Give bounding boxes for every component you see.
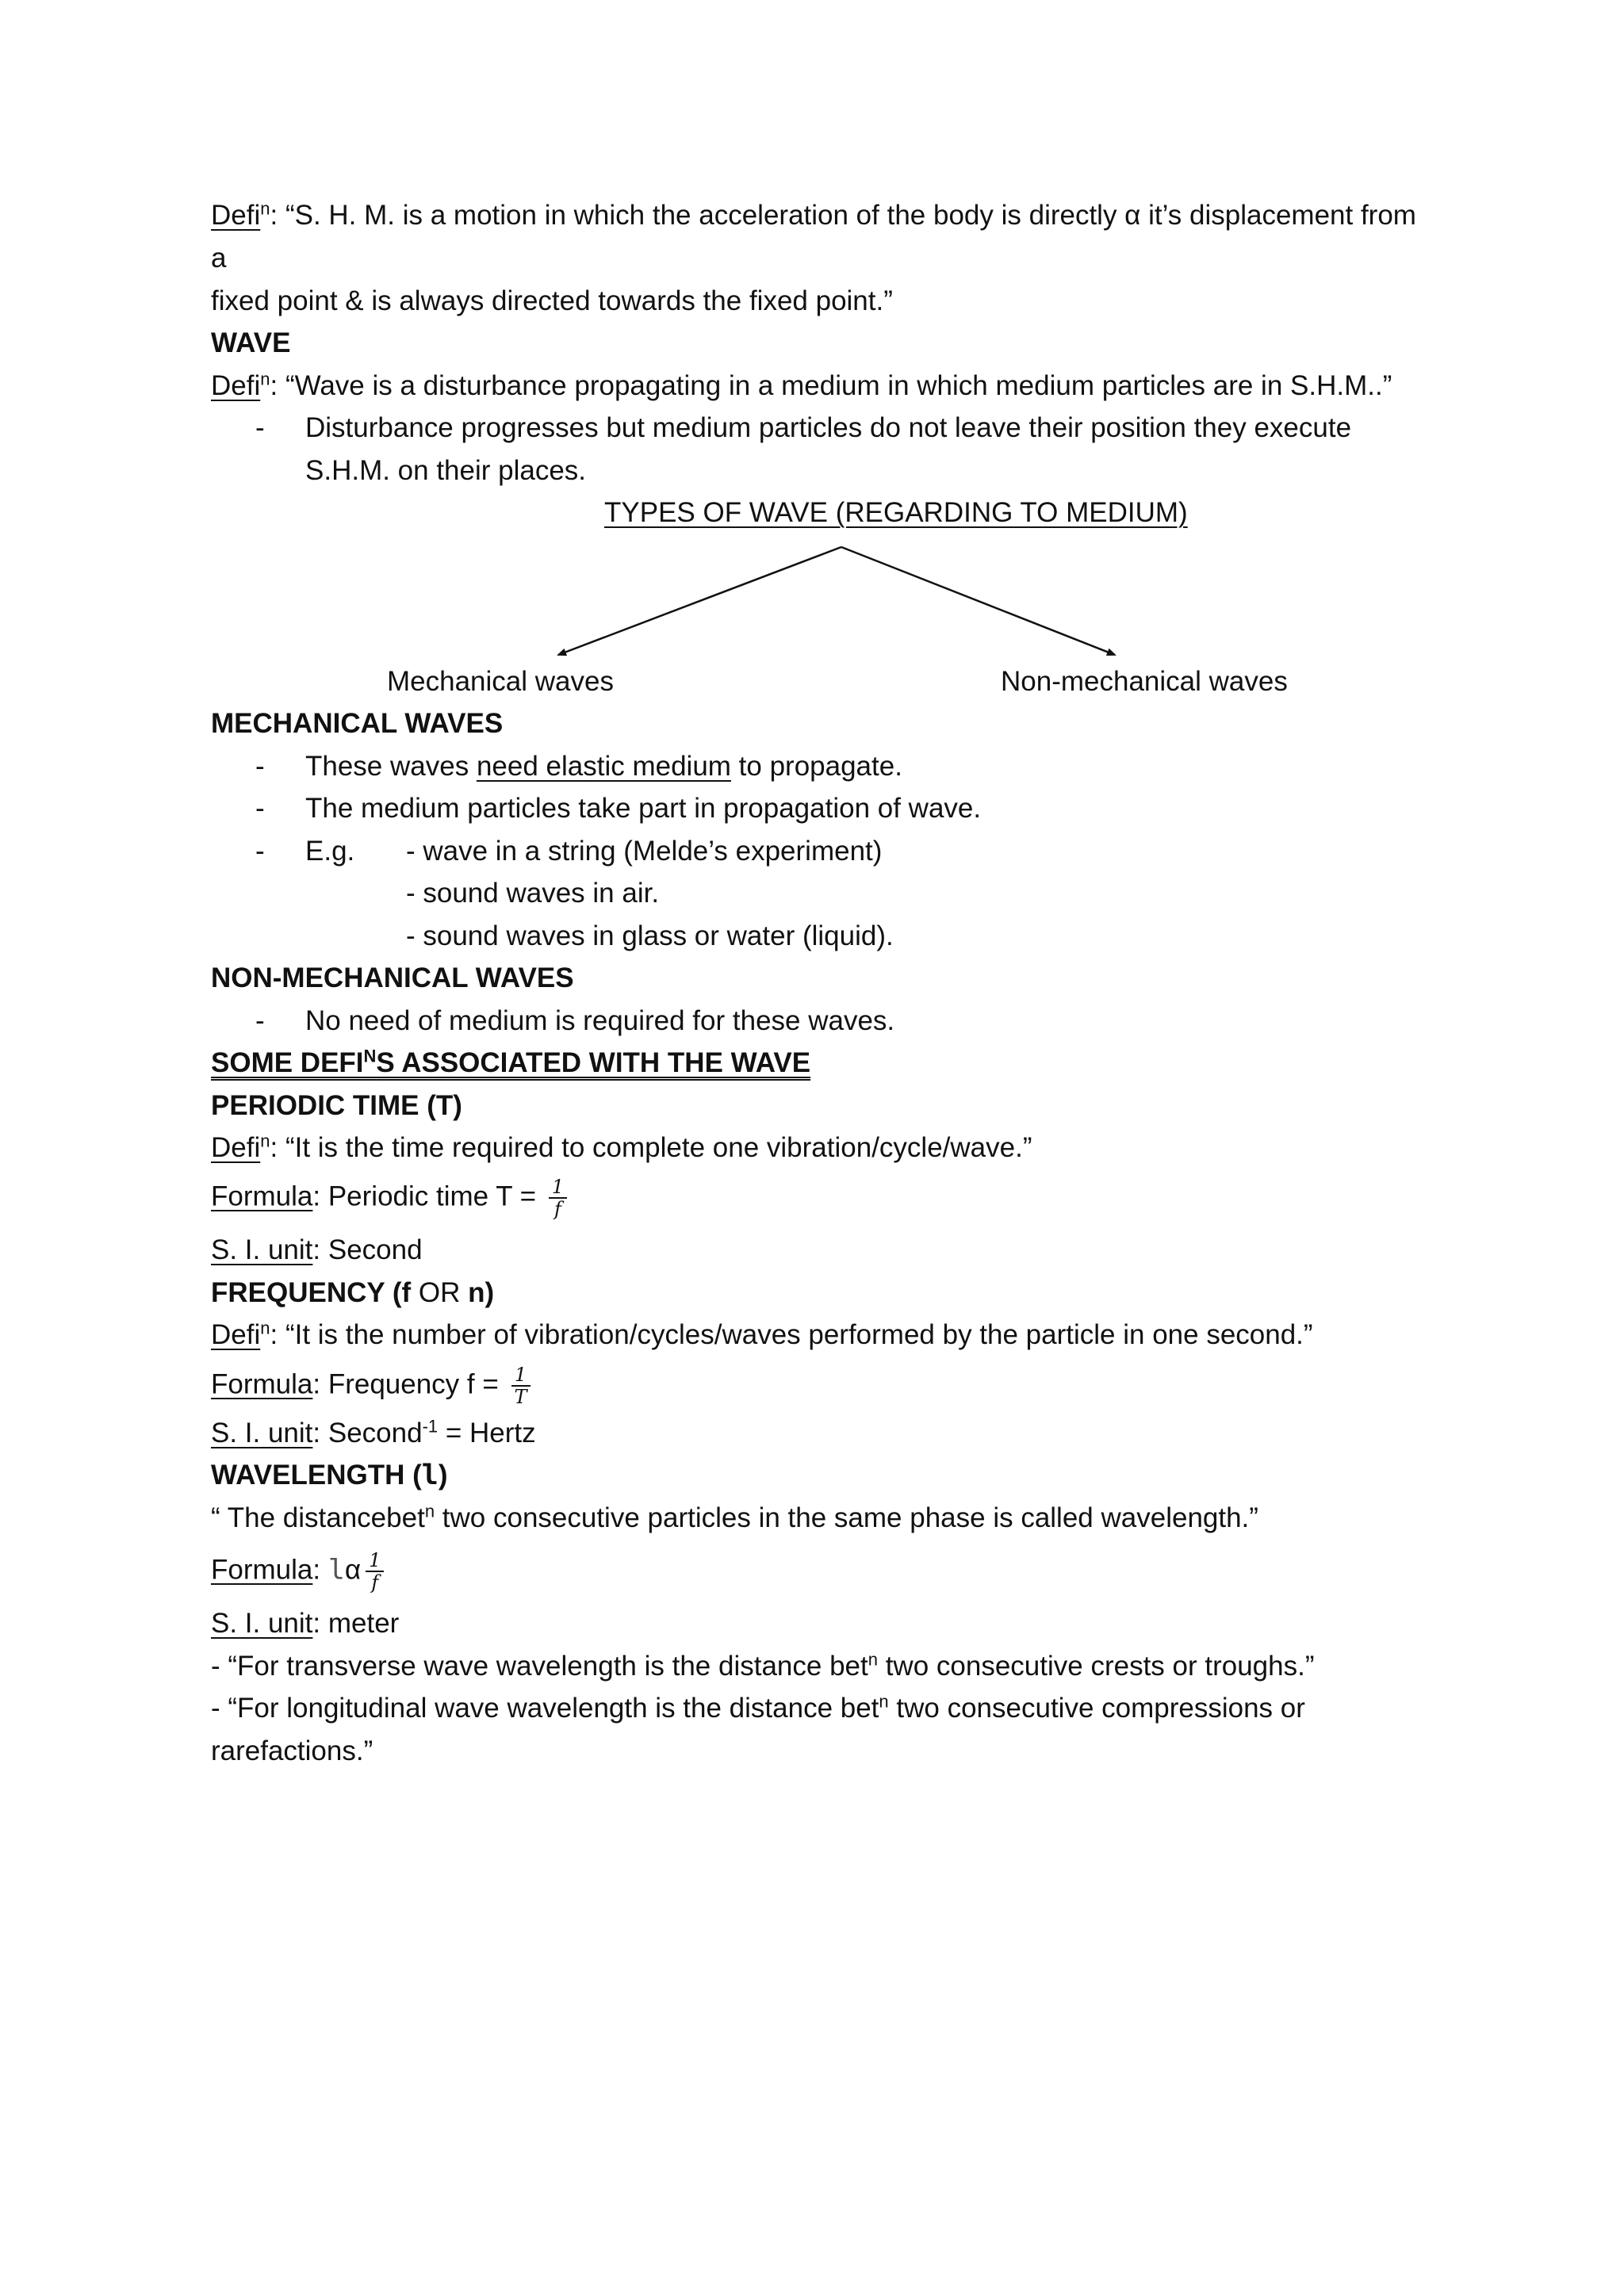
periodic-definition (211, 1131, 1032, 1165)
defi-sup: n (260, 1131, 270, 1151)
fraction-numerator: 1 (511, 1364, 530, 1387)
unit-text: : meter (312, 1608, 400, 1639)
defi-sup: n (260, 198, 270, 219)
defi-label: Defi (211, 200, 261, 231)
lambda-symbol: l (327, 1554, 345, 1586)
text-segment: - “For longitudinal wave wavelength is the distance bet (211, 1693, 879, 1724)
fraction-denominator: T (514, 1386, 527, 1408)
shm-definition-line3: fixed point & is always directed towards the fixed point.” (211, 285, 893, 316)
text-segment: - “For transverse wave wavelength is the distance bet (211, 1651, 868, 1682)
text-segment: These waves (305, 751, 477, 782)
wave-bullet-line1: Disturbance progresses but medium particles do not leave their position they execute (305, 412, 1352, 443)
bullet-dash: - (255, 751, 265, 782)
text-segment: n) (460, 1277, 495, 1308)
types-title: TYPES OF WAVE (REGARDING TO MEDIUM) (604, 497, 1188, 528)
text-sup: n (424, 1501, 435, 1521)
fraction-denominator: f (371, 1571, 379, 1594)
text-segment: two consecutive particles in the same phase is called wavelength.” (435, 1502, 1258, 1533)
mechanical-bullet-2: The medium particles take part in propagation of wave. (305, 793, 982, 824)
example-3: - sound waves in glass or water (liquid). (406, 920, 894, 951)
non-mechanical-waves-label: Non-mechanical waves (1001, 666, 1288, 697)
text-segment: WAVELENGTH ( (211, 1460, 422, 1490)
longitudinal-note-line1 (211, 1691, 1305, 1726)
wave-bullet-line2: S.H.M. on their places. (305, 455, 587, 486)
formula-text: : (312, 1554, 328, 1586)
bullet-dash: - (255, 412, 265, 443)
defi-sup: n (260, 1318, 270, 1338)
fraction (366, 1550, 384, 1593)
formula-text: : Frequency f = (312, 1368, 507, 1400)
longitudinal-note-line2: rarefactions.” (211, 1735, 373, 1766)
fraction-denominator: f (554, 1198, 561, 1220)
wave-heading: WAVE (211, 327, 291, 358)
unit-text: = Hertz (438, 1418, 536, 1448)
example-2: - sound waves in air. (406, 878, 660, 909)
unit-label: S. I. unit (211, 1418, 313, 1448)
periodic-formula (211, 1177, 567, 1219)
wavelength-formula (211, 1550, 384, 1593)
unit-label: S. I. unit (211, 1234, 313, 1265)
unit-text: : Second (312, 1234, 423, 1265)
mechanical-waves-label: Mechanical waves (387, 666, 614, 697)
text-segment: ) (438, 1460, 448, 1490)
text-segment: OR (418, 1277, 461, 1308)
arrow-left (558, 547, 841, 655)
formula-text: : Periodic time T = (312, 1181, 544, 1212)
defi-sup: n (260, 369, 270, 389)
frequency-unit (211, 1416, 536, 1451)
frequency-definition-text: : “It is the number of vibration/cycles/waves performed by the particle in one second.” (270, 1319, 1313, 1350)
text-segment: SOME DEFI (211, 1047, 364, 1078)
defi-label: Defi (211, 1319, 261, 1350)
fraction-numerator: 1 (549, 1177, 567, 1199)
text-segment: FREQUENCY (f (211, 1277, 419, 1308)
text-segment: two consecutive crests or troughs.” (877, 1651, 1315, 1682)
formula-label: Formula (211, 1181, 313, 1212)
bullet-dash: - (255, 836, 265, 867)
mechanical-heading: MECHANICAL WAVES (211, 708, 504, 739)
wave-definition-text: : “Wave is a disturbance propagating in a medium in which medium particles are in S.H.M..” (270, 370, 1392, 401)
frequency-heading (211, 1276, 494, 1311)
unit-label: S. I. unit (211, 1608, 313, 1639)
wavelength-heading (211, 1458, 447, 1493)
unit-text: : Second (312, 1418, 423, 1448)
text-segment: S ASSOCIATED WITH THE WAVE (376, 1047, 811, 1078)
example-1: - wave in a string (Melde’s experiment) (406, 836, 883, 867)
lambda-symbol: l (421, 1460, 439, 1491)
shm-definition-line2: a (211, 243, 227, 274)
eg-label: E.g. (305, 836, 355, 867)
transverse-note (211, 1649, 1314, 1684)
fraction (549, 1177, 567, 1219)
text-segment: to propagate. (730, 751, 902, 782)
formula-label: Formula (211, 1554, 313, 1586)
shm-definition-text: : “S. H. M. is a motion in which the acceleration of the body is directly α it’s displacement from (270, 200, 1416, 231)
underlined-phrase: need elastic medium (476, 751, 731, 782)
text-segment: two consecutive compressions or (888, 1693, 1305, 1724)
arrow-right (841, 547, 1115, 655)
fraction-numerator: 1 (366, 1550, 384, 1572)
bullet-dash: - (255, 1005, 265, 1036)
text-sup: n (868, 1649, 878, 1670)
wavelength-unit (211, 1606, 399, 1641)
mechanical-bullet-1 (305, 749, 902, 784)
bullet-dash: - (255, 793, 265, 824)
defi-label: Defi (211, 1132, 261, 1163)
text-segment: “ The distancebet (211, 1502, 425, 1533)
unit-sup: -1 (422, 1416, 439, 1437)
fraction (511, 1364, 530, 1407)
nonmech-bullet-1: No need of medium is required for these waves. (305, 1005, 895, 1036)
frequency-formula (211, 1364, 530, 1407)
proportional-symbol: α (344, 1554, 362, 1586)
periodic-heading: PERIODIC TIME (T) (211, 1090, 462, 1121)
text-sup: n (879, 1691, 889, 1712)
periodic-definition-text: : “It is the time required to complete one vibration/cycle/wave.” (270, 1132, 1032, 1163)
heading-sup: N (363, 1046, 377, 1066)
periodic-unit (211, 1233, 423, 1268)
definitions-heading (211, 1046, 810, 1081)
formula-label: Formula (211, 1368, 313, 1400)
frequency-definition (211, 1318, 1313, 1353)
nonmech-heading: NON-MECHANICAL WAVES (211, 962, 574, 993)
defi-label: Defi (211, 370, 261, 401)
wavelength-definition (211, 1501, 1258, 1536)
